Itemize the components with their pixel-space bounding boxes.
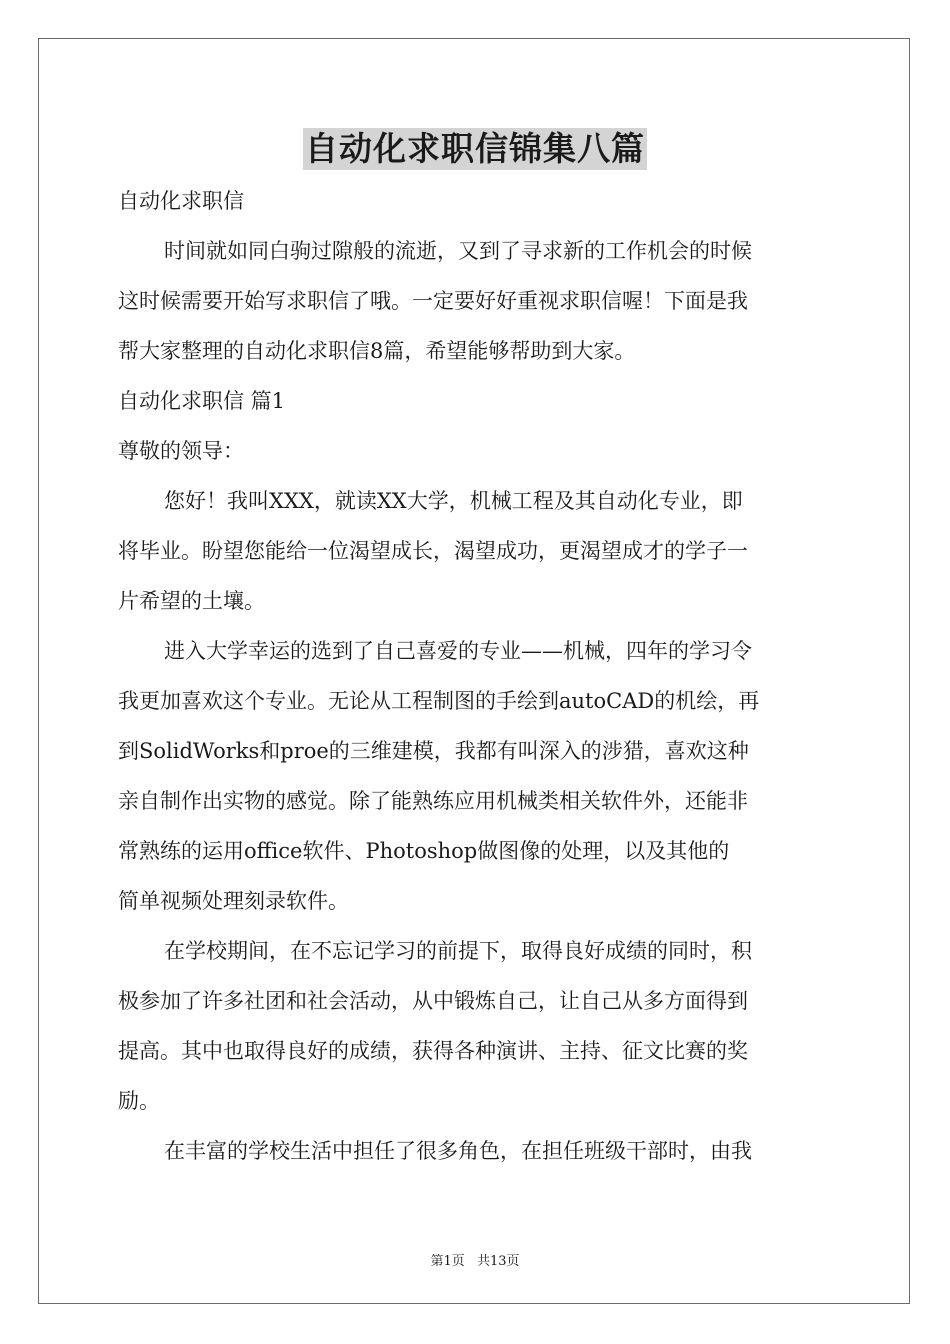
title-container (0, 128, 950, 170)
text-line: 励。 (118, 1089, 160, 1113)
page-footer (0, 1250, 950, 1269)
text-line: 常熟练的运用office软件、Photoshop做图像的处理，以及其他的 (118, 839, 730, 863)
text-line: 您好！我叫XXX，就读XX大学，机械工程及其自动化专业，即 (164, 489, 743, 513)
text-line: 在学校期间，在不忘记学习的前提下，取得良好成绩的同时，积 (164, 939, 752, 963)
document-title: 自动化求职信锦集八篇 (305, 129, 645, 168)
text-line: 到SolidWorks和proe的三维建模，我都有叫深入的涉猎，喜欢这种 (118, 739, 749, 763)
text-line: 帮大家整理的自动化求职信8篇，希望能够帮助到大家。 (118, 339, 636, 363)
text-line: 自动化求职信 (118, 189, 244, 213)
text-line: 进入大学幸运的选到了自己喜爱的专业——机械，四年的学习令 (164, 639, 752, 663)
text-line: 提高。其中也取得良好的成绩，获得各种演讲、主持、征文比赛的奖 (118, 1039, 748, 1063)
text-line: 亲自制作出实物的感觉。除了能熟练应用机械类相关软件外，还能非 (118, 789, 748, 813)
page-number: 第1页 (430, 1254, 465, 1269)
text-line: 将毕业。盼望您能给一位渴望成长，渴望成功，更渴望成才的学子一 (118, 539, 748, 563)
text-line: 时间就如同白驹过隙般的流逝，又到了寻求新的工作机会的时候 (164, 239, 752, 263)
text-line: 尊敬的领导： (118, 439, 244, 463)
text-line: 在丰富的学校生活中担任了很多角色，在担任班级干部时，由我 (164, 1139, 752, 1163)
document-body (118, 176, 834, 1176)
text-line: 我更加喜欢这个专业。无论从工程制图的手绘到autoCAD的机绘，再 (118, 689, 760, 713)
text-line: 极参加了许多社团和社会活动，从中锻炼自己，让自己从多方面得到 (118, 989, 748, 1013)
page-total: 共13页 (476, 1254, 520, 1269)
text-line: 自动化求职信 篇1 (118, 389, 286, 413)
text-line: 片希望的土壤。 (118, 589, 265, 613)
text-line: 简单视频处理刻录软件。 (118, 889, 349, 913)
text-line: 这时候需要开始写求职信了哦。一定要好好重视求职信喔！下面是我 (118, 289, 748, 313)
